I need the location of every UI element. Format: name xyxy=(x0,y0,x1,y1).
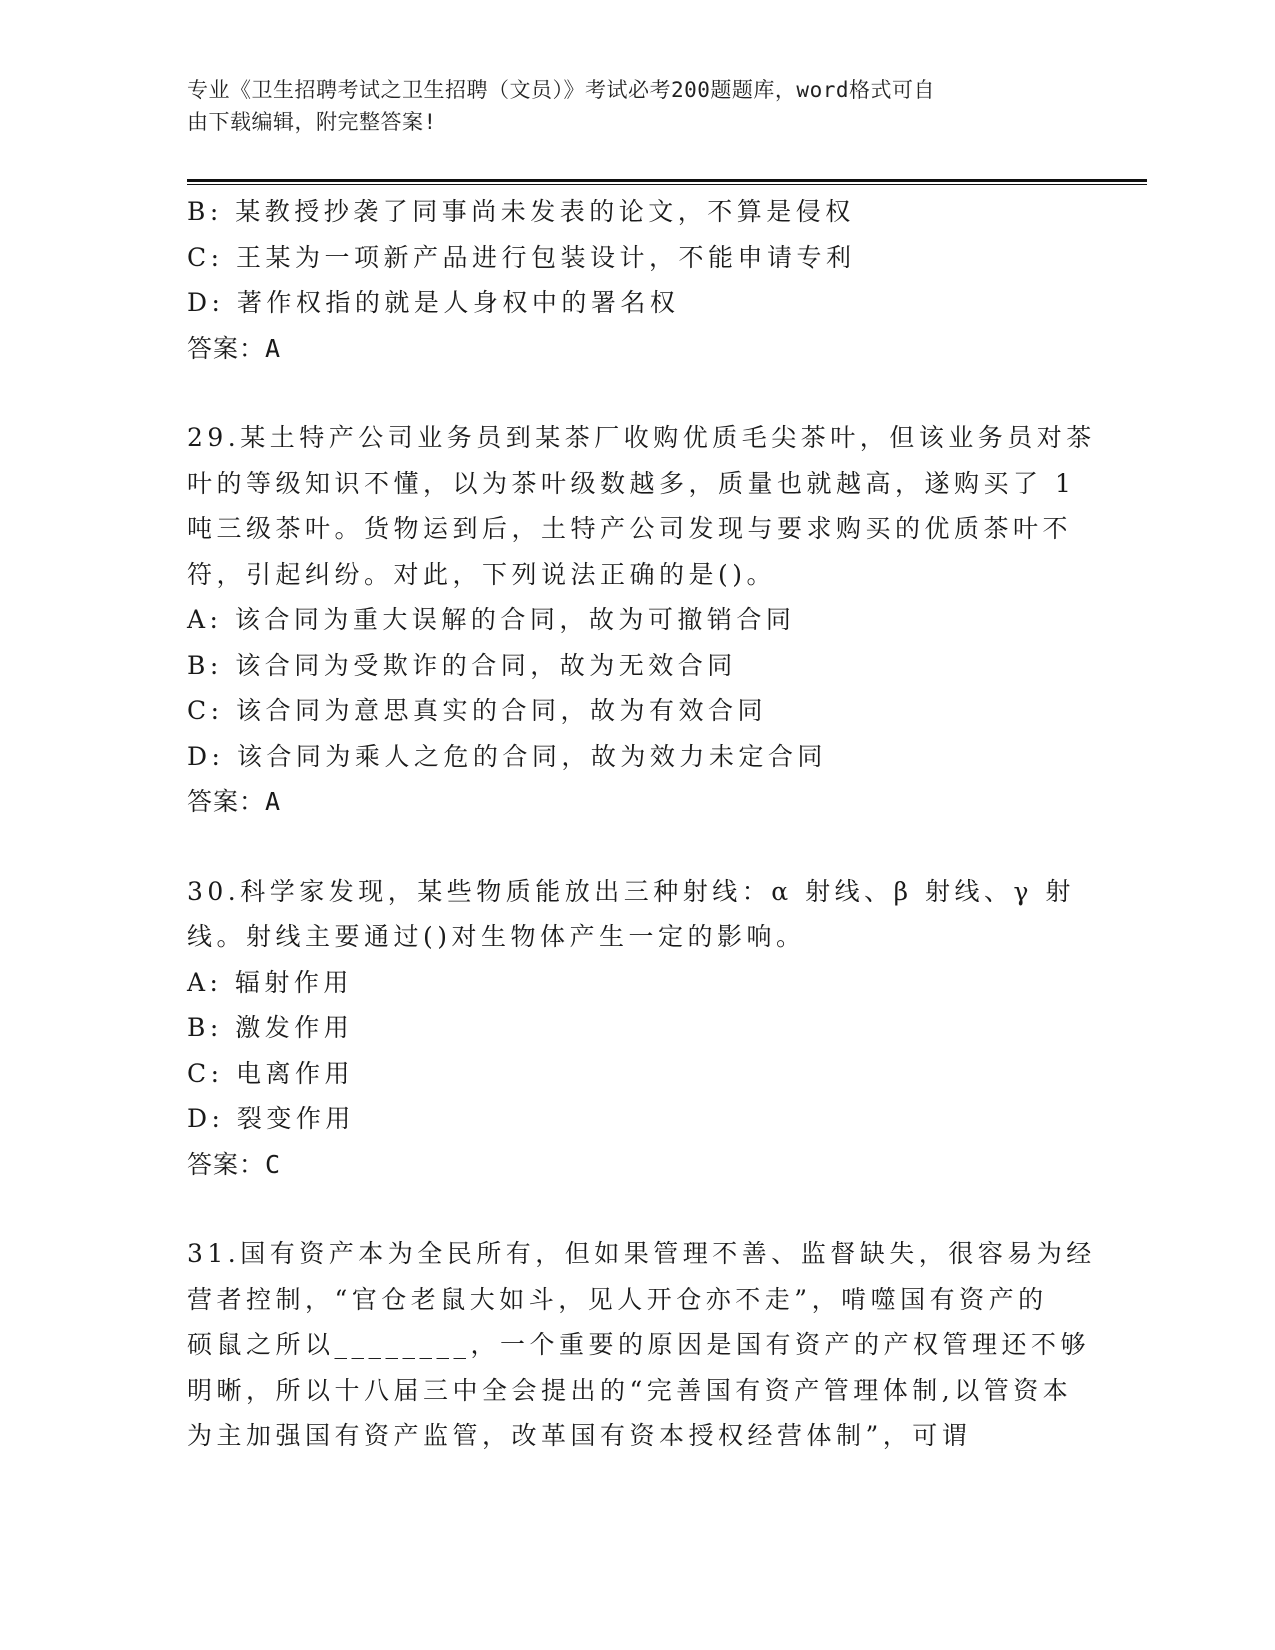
answer-line xyxy=(187,779,1087,825)
answer-value: A xyxy=(265,333,282,363)
header-rule-thin xyxy=(187,184,1147,185)
option-a: A: 辐射作用 xyxy=(187,967,353,997)
option-b: B: 某教授抄袭了同事尚未发表的论文，不算是侵权 xyxy=(187,197,855,226)
question-text-line: 营者控制，“官仓老鼠大如斗，见人开仓亦不走”，啃噬国有资产的 xyxy=(187,1284,1048,1314)
question-text-line: 线。射线主要通过()对生物体产生一定的影响。 xyxy=(187,922,806,951)
question-text-line: 30.科学家发现，某些物质能放出三种射线：α 射线、β 射线、γ 射 xyxy=(187,876,1075,906)
option-d: D: 著作权指的就是人身权中的署名权 xyxy=(187,288,680,317)
question-text-line: 叶的等级知识不懂，以为茶叶级数越多，质量也就越高，遂购买了 1 xyxy=(187,468,1076,498)
option-c: C: 该合同为意思真实的合同，故为有效合同 xyxy=(187,696,767,725)
answer-label: 答案： xyxy=(187,333,266,363)
option-d: D: 该合同为乘人之危的合同，故为效力未定合同 xyxy=(187,741,827,771)
question-29 xyxy=(187,415,1096,825)
question-text-line: 31.国有资产本为全民所有，但如果管理不善、监督缺失，很容易为经 xyxy=(187,1239,1096,1268)
question-text-line: 明晰，所以十八届三中全会提出的“完善国有资产管理体制,以管资本 xyxy=(187,1375,1073,1405)
option-c: C: 电离作用 xyxy=(187,1058,354,1088)
answer-label: 答案： xyxy=(187,787,266,816)
question-text-line: 硕鼠之所以________，一个重要的原因是国有资产的产权管理还不够 xyxy=(187,1330,1091,1359)
answer-line xyxy=(187,1142,1087,1188)
answer-value: A xyxy=(265,787,282,816)
question-text-line: 为主加强国有资产监管，改革国有资本授权经营体制”，可谓 xyxy=(187,1421,972,1450)
question-31 xyxy=(187,1231,1096,1459)
answer-line xyxy=(187,326,1087,372)
header-line-1: 专业《卫生招聘考试之卫生招聘（文员）》考试必考200题题库，word格式可自 xyxy=(187,78,935,102)
option-d: D: 裂变作用 xyxy=(187,1104,355,1133)
page-header xyxy=(187,74,1087,138)
question-text-line: 29.某土特产公司业务员到某茶厂收购优质毛尖茶叶，但该业务员对茶 xyxy=(187,423,1096,452)
option-b: B: 该合同为受欺诈的合同，故为无效合同 xyxy=(187,650,737,680)
question-text-line: 吨三级茶叶。货物运到后，土特产公司发现与要求购买的优质茶叶不 xyxy=(187,514,1073,543)
option-a: A: 该合同为重大误解的合同，故为可撤销合同 xyxy=(187,605,796,634)
question-30 xyxy=(187,869,1087,1188)
option-b: B: 激发作用 xyxy=(187,1013,354,1042)
question-text-line: 符，引起纠纷。对此，下列说法正确的是()。 xyxy=(187,559,777,589)
answer-label: 答案： xyxy=(187,1149,266,1179)
answer-value: C xyxy=(265,1149,282,1179)
header-line-2: 由下载编辑，附完整答案! xyxy=(187,110,437,134)
question-content xyxy=(187,189,1096,1459)
header-rule-thick xyxy=(187,179,1147,182)
option-c: C: 王某为一项新产品进行包装设计，不能申请专利 xyxy=(187,242,856,272)
question-28-tail xyxy=(187,189,1087,371)
